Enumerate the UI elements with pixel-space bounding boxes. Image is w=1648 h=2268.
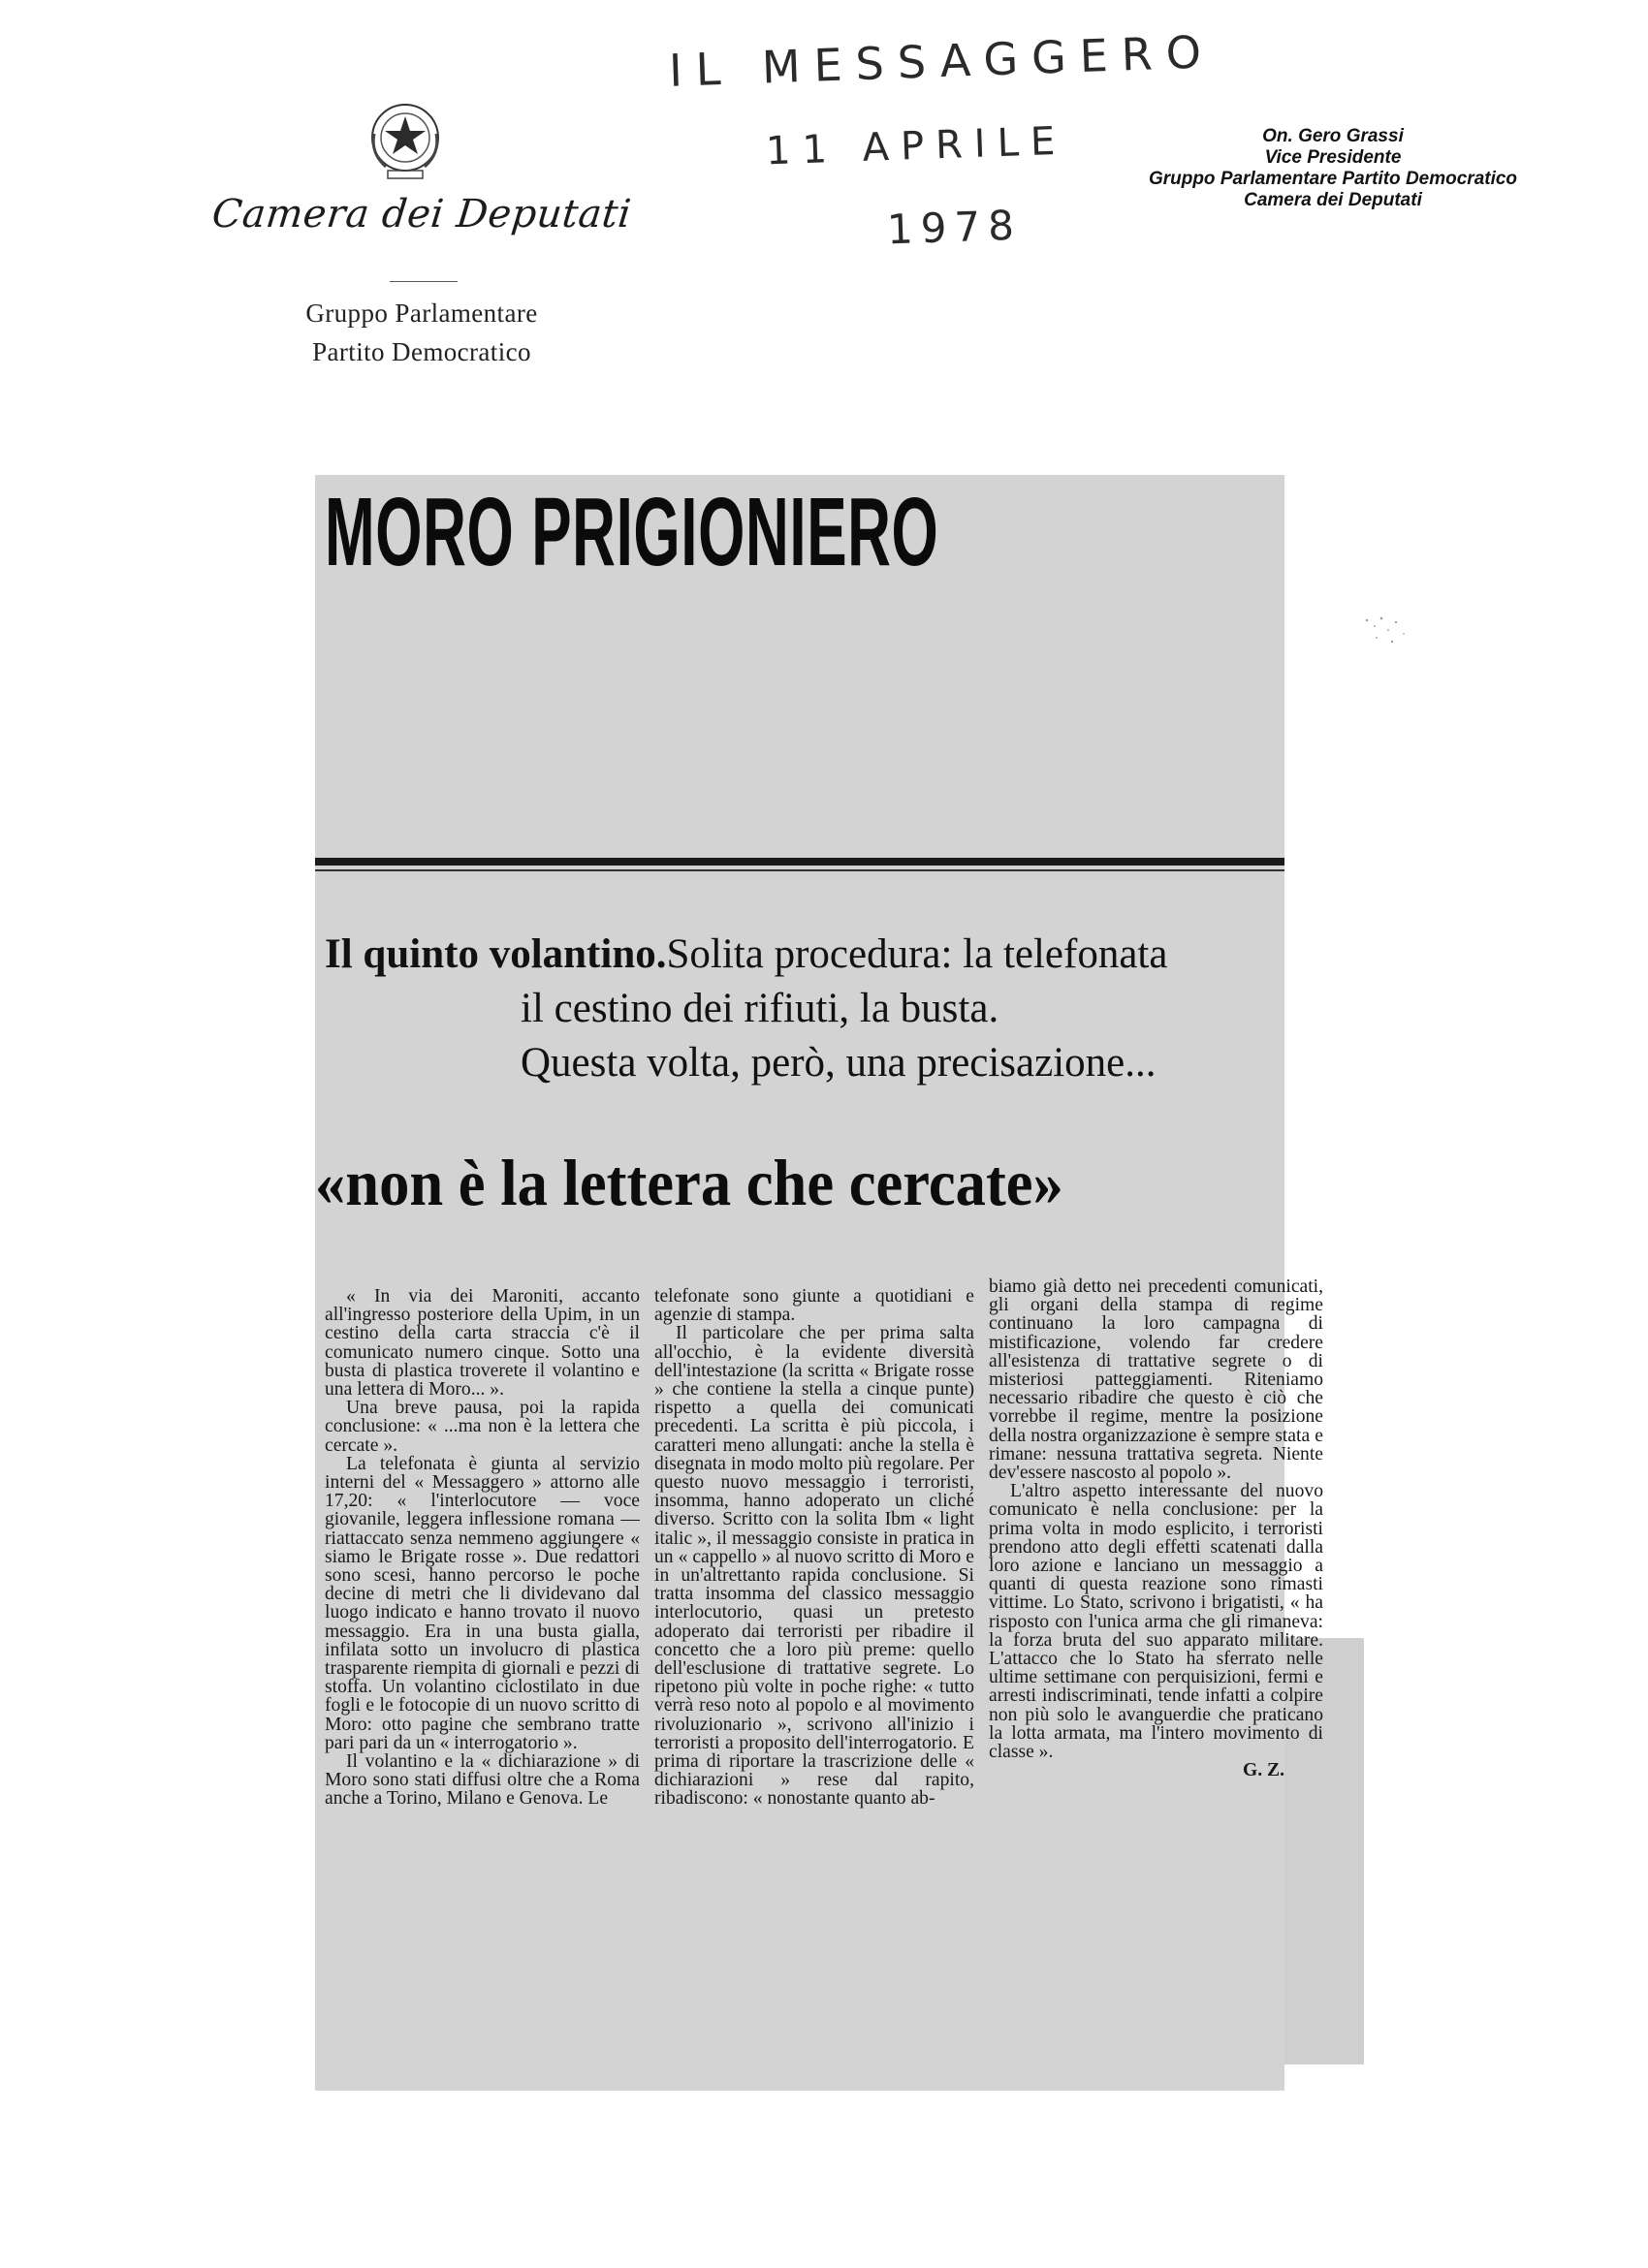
article-column-3 <box>989 1277 1323 1780</box>
handwritten-newspaper: IL MESSAGGERO <box>668 25 1216 97</box>
article-title: «non è la lettera che cercate» <box>315 1146 1063 1219</box>
stamp-chamber: Camera dei Deputati <box>1244 190 1422 210</box>
author-signature: G. Z. <box>1242 1760 1284 1781</box>
paper-speckle <box>1347 601 1435 659</box>
paragraph: telefonate sono giunte a quotidiani e agenzie di stampa. <box>654 1286 974 1326</box>
stamp-role: Vice Presidente <box>1264 147 1402 168</box>
headline: MORO PRIGIONIERO <box>325 478 939 586</box>
subheading-rest: Solita procedura: la telefonata <box>666 931 1168 977</box>
headline-rule-thin <box>315 869 1284 871</box>
letterhead-divider <box>390 281 458 282</box>
group-line-2: Partito Democratico <box>312 337 531 366</box>
handwritten-year: 1978 <box>886 201 1023 254</box>
paragraph: Una breve pausa, poi la rapida conclusione: « ...ma non è la lettera che cercate ». <box>325 1398 640 1456</box>
stamp-group: Gruppo Parlamentare Partito Democratico <box>1148 169 1518 189</box>
stamp-name: On. Gero Grassi <box>1262 126 1404 146</box>
subheading-lead: Il quinto volantino. <box>325 931 667 977</box>
paragraph: La telefonata è giunta al servizio interni del « Messaggero » attorno alle 17,20: « l'interlocutore — voce giovanile, leggera inflessione romana — riattaccato senza nemmeno aggiungere « siamo le Brigate rosse ». Due redattori sono scesi, hanno percorso le poche decine di metri che li dividevano dal luogo indicato e hanno trovato il nuovo messaggio. Era in una busta gialla, infilata sotto un involucro di plastica trasparente riempita di giornali e pezzi di stoffa. Un volantino ciclostilato in due fogli e le fotocopie di un nuovo scritto di Moro: otto pagine che sembrano tratte pari pari da un « interrogatorio ». <box>325 1453 640 1753</box>
article-column-2 <box>654 1287 974 1809</box>
headline-rule <box>315 858 1284 866</box>
subheading-line-3: Questa volta, però, una precisazione... <box>521 1040 1157 1086</box>
paragraph: L'altro aspetto interessante del nuovo comunicato è nella conclusione: per la prima volta in modo esplicito, i terroristi prendono atto degli effetti scatenati dalla loro azione e lanciano un messaggio a quanti di questa reazione sono rimasti vittime. Lo Stato, scrivono i brigatisti, « ha risposto con l'unica arma che gli rimaneva: la forza bruta del suo apparato militare. L'attacco che lo Stato ha sferrato nelle ultime settimane con perquisizioni, fermi e arresti indiscriminati, tende infatti a colpire non più solo le avanguerdie che praticano la lotta armata, ma l'intero movimento di classe ». <box>989 1481 1323 1763</box>
paragraph: Il volantino e la « dichiarazione » di Moro sono stati diffusi oltre che a Roma anche a Torino, Milano e Genova. Le <box>325 1751 640 1810</box>
subheading-line-2: il cestino dei rifiuti, la busta. <box>521 986 999 1031</box>
subheading-line-1 <box>325 930 1167 979</box>
handwritten-date: 11 APRILE <box>765 118 1067 174</box>
paragraph: biamo già detto nei precedenti comunicati, gli organi della stampa di regime continuano la loro campagna di mistificazione, volendo far credere all'esistenza di trattative segrete o di misteriosi patteggiamenti. Riteniamo necessario ribadire che questo è ciò che vorrebbe il regime, mentre la posizione della nostra organizzazione è sempre stata e rimane: nessuna trattativa segreta. Niente dev'essere nascosto al popolo ». <box>989 1276 1323 1484</box>
photo-area <box>325 591 1280 853</box>
article-column-1 <box>325 1287 640 1809</box>
emblem-icon <box>364 95 446 184</box>
chamber-name: Camera dei Deputati <box>209 192 634 236</box>
office-stamp <box>1100 126 1566 211</box>
paragraph: « In via dei Maroniti, accanto all'ingresso posteriore della Upim, in un cestino della carta straccia c'è il comunicato numero cinque. Sotto una busta di plastica troverete il volantino e una lettera di Moro... ». <box>325 1286 640 1401</box>
group-line-1: Gruppo Parlamentare <box>305 299 538 328</box>
paragraph: Il particolare che per prima salta all'occhio, è la evidente diversità dell'intestazione (la scritta « Brigate rosse » che contiene la stella a cinque punte) rispetto a quella dei comunicati precedenti. La scritta è più piccola, i caratteri meno allungati: anche la stella è disegnata in modo molto più regolare. Per questo nuovo messaggio i terroristi, insomma, hanno adoperato un cliché diverso. Scritto con la solita Ibm « light italic », il messaggio consiste in pratica in un « cappello » al nuovo scritto di Moro e in un'altrettanto rapida conclusione. Si tratta insomma del classico messaggio interlocutorio, quasi un pretesto adoperato dai terroristi per ribadire il concetto che a loro più preme: quello dell'esclusione di trattative segrete. Lo ripetono più volte in poche righe: « tutto verrà reso noto al popolo e al movimento rivoluzionario », scrivono all'inizio i terroristi a proposito dell'interrogatorio. E prima di riportare la trascrizione delle « dichiarazioni » rese dal rapito, ribadiscono: « nonostante quanto ab- <box>654 1323 974 1810</box>
